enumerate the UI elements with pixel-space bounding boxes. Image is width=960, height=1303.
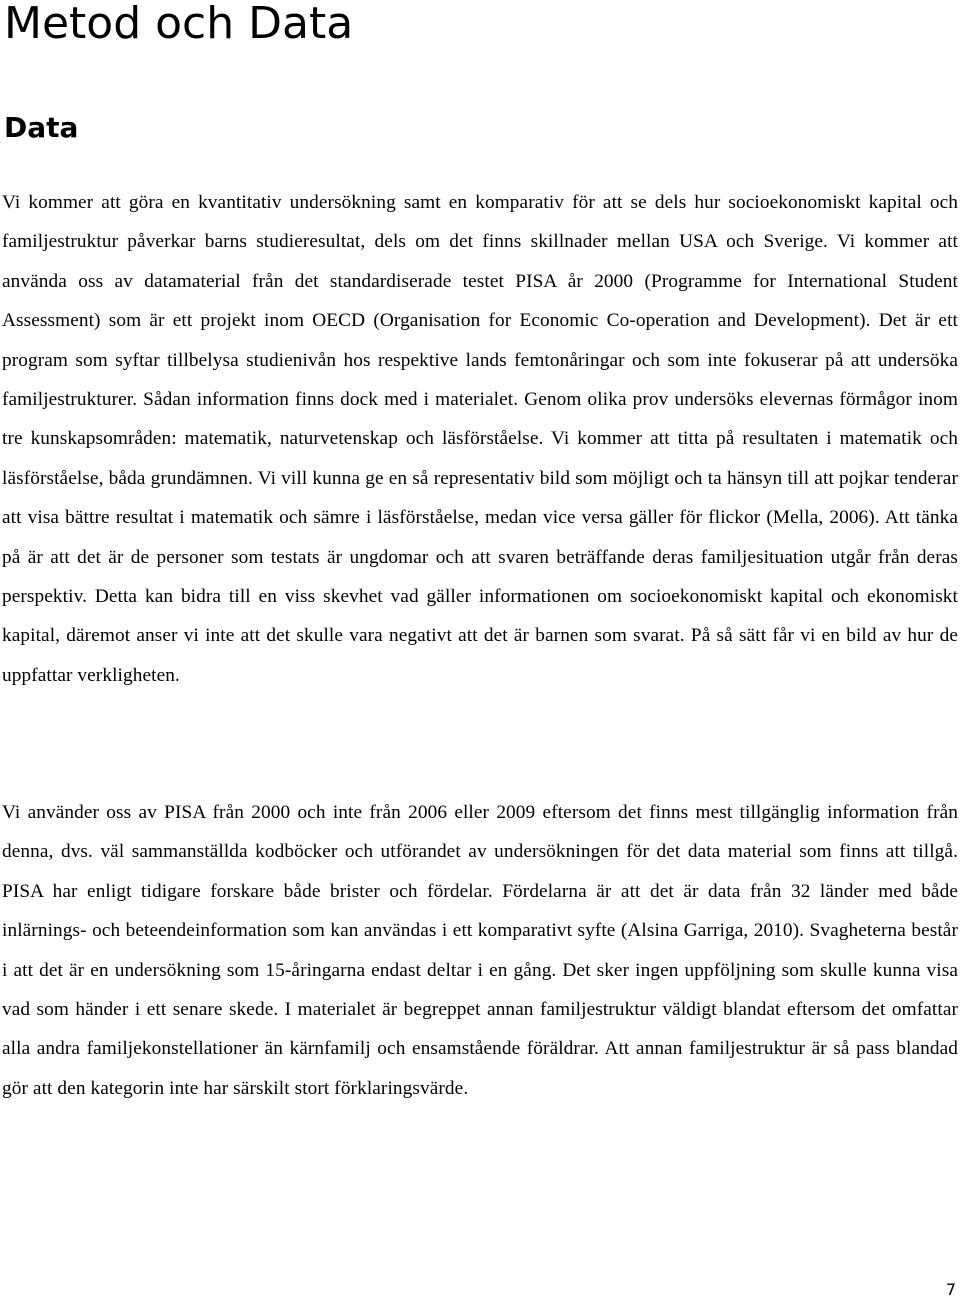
body-paragraph-1: Vi kommer att göra en kvantitativ undersökning samt en komparativ för att se dels hur socioekonomiskt kapital och familjestruktur påverkar barns studieresultat, dels om det finns skillnader mellan USA och Sverige. Vi kommer att använda oss av datamaterial från det standardiserade testet PISA år 2000 (Programme for International Student Assessment) som är ett projekt inom OECD (Organisation for Economic Co-operation and Development). Det är ett program som syftar tillbelysa studienivån hos respektive lands femtonåringar och som inte fokuserar på att undersöka familjestrukturer. Sådan information finns dock med i materialet. Genom olika prov undersöks elevernas förmågor inom tre kunskapsområden: matematik, naturvetenskap och läsförståelse. Vi kommer att titta på resultaten i matematik och läsförståelse, båda grundämnen. Vi vill kunna ge en så representativ bild som möjligt och ta hänsyn till att pojkar tenderar att visa bättre resultat i matematik och sämre i läsförståelse, medan vice versa gäller för flickor (Mella, 2006). Att tänka på är att det är de personer som testats är ungdomar och att svaren beträffande deras familjesituation utgår från deras perspektiv. Detta kan bidra till en viss skevhet vad gäller informationen om socioekonomiskt kapital och ekonomiskt kapital, däremot anser vi inte att det skulle vara negativt att det är barnen som svarat. På så sätt får vi en bild av hur de uppfattar verkligheten. (2, 192, 958, 686)
section-heading: Data (4, 111, 79, 144)
page-title: Metod och Data (4, 0, 354, 49)
page-number: 7 (945, 1280, 956, 1299)
body-paragraph-2: Vi använder oss av PISA från 2000 och inte från 2006 eller 2009 eftersom det finns mest tillgänglig information från denna, dvs. väl sammanställda kodböcker och utförandet av undersökningen för det data material som finns att tillgå. PISA har enligt tidigare forskare både brister och fördelar. Fördelarna är att det är data från 32 länder med både inlärnings- och beteendeinformation som kan användas i ett komparativt syfte (Alsina Garriga, 2010). Svagheterna består i att det är en undersökning som 15-åringarna endast deltar i en gång. Det sker ingen uppföljning som skulle kunna visa vad som händer i ett senare skede. I materialet är begreppet annan familjestruktur väldigt blandat eftersom det omfattar alla andra familjekonstellationer än kärnfamilj och ensamstående föräldrar. Att annan familjestruktur är så pass blandad gör att den kategorin inte har särskilt stort förklaringsvärde. (2, 802, 958, 1099)
